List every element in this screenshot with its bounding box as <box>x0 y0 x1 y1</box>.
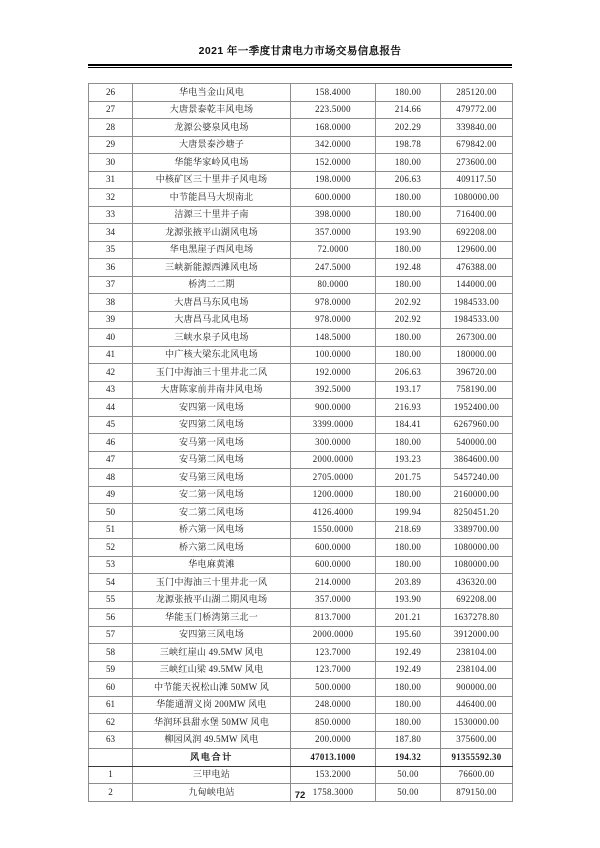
cell-price: 180.00 <box>376 329 441 347</box>
cell-price: 180.00 <box>376 154 441 172</box>
table-body <box>89 84 513 802</box>
page-number: 72 <box>294 790 306 801</box>
cell-name: 玉门中海油三十里井北二风 <box>133 364 291 382</box>
cell-price: 202.92 <box>376 294 441 312</box>
cell-amount: 144000.00 <box>441 276 513 294</box>
cell-index: 32 <box>89 189 133 207</box>
cell-quantity: 357.0000 <box>291 591 376 609</box>
running-header <box>88 44 512 58</box>
cell-quantity: 247.5000 <box>291 259 376 277</box>
cell-name: 华能玉门桥湾第三北一 <box>133 609 291 627</box>
table-row <box>89 154 513 172</box>
cell-amount: 540000.00 <box>441 434 513 452</box>
cell-name: 三峡红山梁 49.5MW 风电 <box>133 661 291 679</box>
table-row <box>89 661 513 679</box>
cell-index: 59 <box>89 661 133 679</box>
cell-name: 华能华家岭风电场 <box>133 154 291 172</box>
cell-name: 安四第三风电场 <box>133 626 291 644</box>
cell-price: 195.60 <box>376 626 441 644</box>
cell-price: 180.00 <box>376 346 441 364</box>
cell-amount: 436320.00 <box>441 574 513 592</box>
cell-price: 201.75 <box>376 469 441 487</box>
header-divider-rule <box>88 64 512 68</box>
cell-amount: 679842.00 <box>441 136 513 154</box>
cell-index: 38 <box>89 294 133 312</box>
cell-name: 中核矿区三十里井子风电场 <box>133 171 291 189</box>
table-row <box>89 714 513 732</box>
cell-quantity: 200.0000 <box>291 731 376 749</box>
cell-quantity: 357.0000 <box>291 224 376 242</box>
cell-index: 55 <box>89 591 133 609</box>
cell-index: 58 <box>89 644 133 662</box>
cell-price: 187.80 <box>376 731 441 749</box>
cell-index: 56 <box>89 609 133 627</box>
cell-index: 39 <box>89 311 133 329</box>
cell-name: 三峡新能源西滩风电场 <box>133 259 291 277</box>
cell-name: 柳园风润 49.5MW 风电 <box>133 731 291 749</box>
cell-price: 180.00 <box>376 241 441 259</box>
table-row <box>89 346 513 364</box>
cell-name: 中节能昌马大坝南北 <box>133 189 291 207</box>
cell-index: 47 <box>89 451 133 469</box>
cell-price: 50.00 <box>376 784 441 802</box>
cell-quantity: 198.0000 <box>291 171 376 189</box>
cell-amount: 1530000.00 <box>441 714 513 732</box>
cell-quantity: 2705.0000 <box>291 469 376 487</box>
cell-name: 中节能天祝松山滩 50MW 风 <box>133 679 291 697</box>
cell-amount: 5457240.00 <box>441 469 513 487</box>
cell-index: 37 <box>89 276 133 294</box>
cell-index: 52 <box>89 539 133 557</box>
table-row <box>89 696 513 714</box>
cell-amount: 3864600.00 <box>441 451 513 469</box>
table-row <box>89 136 513 154</box>
cell-amount: 758190.00 <box>441 381 513 399</box>
cell-quantity: 978.0000 <box>291 294 376 312</box>
cell-index: 36 <box>89 259 133 277</box>
cell-index: 46 <box>89 434 133 452</box>
table-row <box>89 364 513 382</box>
cell-quantity: 2000.0000 <box>291 451 376 469</box>
cell-price: 201.21 <box>376 609 441 627</box>
cell-index: 30 <box>89 154 133 172</box>
table-container <box>88 83 512 802</box>
table-row <box>89 224 513 242</box>
cell-amount: 238104.00 <box>441 644 513 662</box>
cell-index: 45 <box>89 416 133 434</box>
cell-name: 大唐景泰乾丰风电场 <box>133 101 291 119</box>
table-row <box>89 329 513 347</box>
table-row <box>89 241 513 259</box>
cell-quantity: 123.7000 <box>291 644 376 662</box>
cell-index: 51 <box>89 521 133 539</box>
cell-amount: 446400.00 <box>441 696 513 714</box>
table-row <box>89 189 513 207</box>
cell-price: 180.00 <box>376 696 441 714</box>
table-row <box>89 381 513 399</box>
cell-quantity: 4126.4000 <box>291 504 376 522</box>
cell-price: 198.78 <box>376 136 441 154</box>
cell-quantity: 168.0000 <box>291 119 376 137</box>
cell-name: 华电当金山风电 <box>133 84 291 102</box>
cell-name: 安马第一风电场 <box>133 434 291 452</box>
cell-index: 50 <box>89 504 133 522</box>
cell-amount: 1080000.00 <box>441 556 513 574</box>
cell-name: 安马第三风电场 <box>133 469 291 487</box>
cell-price: 216.93 <box>376 399 441 417</box>
cell-index: 31 <box>89 171 133 189</box>
cell-name: 玉门中海油三十里井北一风 <box>133 574 291 592</box>
cell-name: 风电合计 <box>133 749 291 767</box>
cell-name: 桥六第二风电场 <box>133 539 291 557</box>
cell-price: 218.69 <box>376 521 441 539</box>
table-row <box>89 574 513 592</box>
cell-price: 180.00 <box>376 189 441 207</box>
cell-name: 大唐昌马东风电场 <box>133 294 291 312</box>
cell-price: 192.49 <box>376 644 441 662</box>
cell-price: 193.23 <box>376 451 441 469</box>
header-title: 2021 年一季度甘肃电力市场交易信息报告 <box>198 45 402 57</box>
cell-amount: 129600.00 <box>441 241 513 259</box>
cell-price: 180.00 <box>376 434 441 452</box>
cell-amount: 267300.00 <box>441 329 513 347</box>
cell-name: 龙源张掖平山湖风电场 <box>133 224 291 242</box>
cell-quantity: 392.5000 <box>291 381 376 399</box>
cell-index <box>89 749 133 767</box>
cell-price: 50.00 <box>376 766 441 784</box>
cell-price: 203.89 <box>376 574 441 592</box>
cell-index: 35 <box>89 241 133 259</box>
table-row <box>89 539 513 557</box>
cell-index: 54 <box>89 574 133 592</box>
cell-name: 大唐昌马北风电场 <box>133 311 291 329</box>
cell-amount: 692208.00 <box>441 224 513 242</box>
table-row <box>89 644 513 662</box>
cell-quantity: 152.0000 <box>291 154 376 172</box>
cell-quantity: 1200.0000 <box>291 486 376 504</box>
table-row <box>89 416 513 434</box>
cell-quantity: 813.7000 <box>291 609 376 627</box>
cell-price: 193.90 <box>376 591 441 609</box>
cell-amount: 8250451.20 <box>441 504 513 522</box>
cell-price: 180.00 <box>376 714 441 732</box>
cell-price: 199.94 <box>376 504 441 522</box>
cell-name: 华电黑崖子西风电场 <box>133 241 291 259</box>
cell-amount: 180000.00 <box>441 346 513 364</box>
cell-index: 62 <box>89 714 133 732</box>
cell-amount: 900000.00 <box>441 679 513 697</box>
cell-price: 193.90 <box>376 224 441 242</box>
cell-index: 27 <box>89 101 133 119</box>
cell-amount: 1952400.00 <box>441 399 513 417</box>
cell-price: 194.32 <box>376 749 441 767</box>
table-row <box>89 451 513 469</box>
cell-amount: 3912000.00 <box>441 626 513 644</box>
cell-name: 三甲电站 <box>133 766 291 784</box>
cell-name: 华能通渭义岗 200MW 风电 <box>133 696 291 714</box>
cell-name: 安马第二风电场 <box>133 451 291 469</box>
cell-amount: 91355592.30 <box>441 749 513 767</box>
cell-amount: 476388.00 <box>441 259 513 277</box>
cell-amount: 238104.00 <box>441 661 513 679</box>
cell-index: 53 <box>89 556 133 574</box>
cell-price: 180.00 <box>376 679 441 697</box>
cell-quantity: 80.0000 <box>291 276 376 294</box>
cell-quantity: 2000.0000 <box>291 626 376 644</box>
transaction-table <box>88 83 513 802</box>
cell-quantity: 223.5000 <box>291 101 376 119</box>
cell-amount: 1080000.00 <box>441 189 513 207</box>
cell-quantity: 500.0000 <box>291 679 376 697</box>
cell-price: 202.92 <box>376 311 441 329</box>
cell-index: 42 <box>89 364 133 382</box>
cell-index: 57 <box>89 626 133 644</box>
cell-price: 192.48 <box>376 259 441 277</box>
cell-index: 41 <box>89 346 133 364</box>
cell-quantity: 123.7000 <box>291 661 376 679</box>
cell-amount: 1984533.00 <box>441 311 513 329</box>
cell-amount: 1080000.00 <box>441 539 513 557</box>
cell-quantity: 214.0000 <box>291 574 376 592</box>
cell-quantity: 148.5000 <box>291 329 376 347</box>
cell-name: 大唐景泰沙塘子 <box>133 136 291 154</box>
cell-index: 34 <box>89 224 133 242</box>
cell-amount: 716400.00 <box>441 206 513 224</box>
cell-index: 26 <box>89 84 133 102</box>
cell-index: 48 <box>89 469 133 487</box>
cell-index: 1 <box>89 766 133 784</box>
cell-name: 安二第一风电场 <box>133 486 291 504</box>
cell-index: 28 <box>89 119 133 137</box>
cell-name: 安二第二风电场 <box>133 504 291 522</box>
table-row <box>89 101 513 119</box>
cell-price: 206.63 <box>376 364 441 382</box>
cell-amount: 285120.00 <box>441 84 513 102</box>
cell-quantity: 153.2000 <box>291 766 376 784</box>
cell-index: 61 <box>89 696 133 714</box>
cell-index: 29 <box>89 136 133 154</box>
table-row <box>89 276 513 294</box>
cell-quantity: 100.0000 <box>291 346 376 364</box>
cell-price: 206.63 <box>376 171 441 189</box>
table-row <box>89 311 513 329</box>
cell-name: 三峡水泉子风电场 <box>133 329 291 347</box>
cell-price: 180.00 <box>376 556 441 574</box>
table-row <box>89 609 513 627</box>
cell-price: 180.00 <box>376 539 441 557</box>
table-row <box>89 119 513 137</box>
cell-index: 2 <box>89 784 133 802</box>
table-row <box>89 521 513 539</box>
cell-index: 43 <box>89 381 133 399</box>
cell-price: 193.17 <box>376 381 441 399</box>
cell-price: 184.41 <box>376 416 441 434</box>
cell-quantity: 158.4000 <box>291 84 376 102</box>
cell-amount: 273600.00 <box>441 154 513 172</box>
cell-name: 大唐陈家前井南井风电场 <box>133 381 291 399</box>
cell-name: 龙源张掖平山湖二期风电场 <box>133 591 291 609</box>
cell-amount: 6267960.00 <box>441 416 513 434</box>
cell-quantity: 1550.0000 <box>291 521 376 539</box>
cell-amount: 396720.00 <box>441 364 513 382</box>
cell-amount: 879150.00 <box>441 784 513 802</box>
cell-amount: 479772.00 <box>441 101 513 119</box>
cell-quantity: 600.0000 <box>291 189 376 207</box>
table-row <box>89 171 513 189</box>
cell-quantity: 300.0000 <box>291 434 376 452</box>
cell-quantity: 600.0000 <box>291 539 376 557</box>
cell-quantity: 47013.1000 <box>291 749 376 767</box>
cell-price: 180.00 <box>376 84 441 102</box>
cell-amount: 692208.00 <box>441 591 513 609</box>
cell-amount: 76600.00 <box>441 766 513 784</box>
cell-price: 214.66 <box>376 101 441 119</box>
cell-amount: 339840.00 <box>441 119 513 137</box>
table-row <box>89 504 513 522</box>
cell-index: 44 <box>89 399 133 417</box>
table-row <box>89 486 513 504</box>
cell-amount: 409117.50 <box>441 171 513 189</box>
cell-quantity: 978.0000 <box>291 311 376 329</box>
cell-name: 三峡红崖山 49.5MW 风电 <box>133 644 291 662</box>
cell-quantity: 1758.3000 <box>291 784 376 802</box>
cell-name: 桥湾二二期 <box>133 276 291 294</box>
cell-price: 180.00 <box>376 276 441 294</box>
table-row <box>89 399 513 417</box>
cell-quantity: 3399.0000 <box>291 416 376 434</box>
table-row <box>89 259 513 277</box>
cell-name: 华电麻黄滩 <box>133 556 291 574</box>
cell-name: 华润环县甜水堡 50MW 风电 <box>133 714 291 732</box>
cell-price: 180.00 <box>376 486 441 504</box>
cell-name: 中广核大梁东北风电场 <box>133 346 291 364</box>
cell-amount: 1984533.00 <box>441 294 513 312</box>
table-row-total <box>89 749 513 767</box>
table-row <box>89 626 513 644</box>
table-row <box>89 294 513 312</box>
table-row <box>89 679 513 697</box>
cell-name: 桥六第一风电场 <box>133 521 291 539</box>
cell-quantity: 850.0000 <box>291 714 376 732</box>
table-row <box>89 591 513 609</box>
cell-name: 九甸峡电站 <box>133 784 291 802</box>
cell-quantity: 192.0000 <box>291 364 376 382</box>
cell-quantity: 900.0000 <box>291 399 376 417</box>
cell-name: 洁源三十里井子南 <box>133 206 291 224</box>
cell-index: 63 <box>89 731 133 749</box>
cell-quantity: 248.0000 <box>291 696 376 714</box>
cell-index: 60 <box>89 679 133 697</box>
cell-quantity: 600.0000 <box>291 556 376 574</box>
cell-amount: 1637278.80 <box>441 609 513 627</box>
cell-price: 192.49 <box>376 661 441 679</box>
cell-name: 安四第二风电场 <box>133 416 291 434</box>
table-row <box>89 206 513 224</box>
cell-name: 安四第一风电场 <box>133 399 291 417</box>
cell-amount: 375600.00 <box>441 731 513 749</box>
cell-quantity: 398.0000 <box>291 206 376 224</box>
cell-amount: 3389700.00 <box>441 521 513 539</box>
table-row <box>89 469 513 487</box>
cell-index: 33 <box>89 206 133 224</box>
cell-price: 202.29 <box>376 119 441 137</box>
table-row <box>89 731 513 749</box>
cell-quantity: 342.0000 <box>291 136 376 154</box>
cell-index: 49 <box>89 486 133 504</box>
cell-name: 龙源公婆泉风电场 <box>133 119 291 137</box>
table-row <box>89 556 513 574</box>
cell-index: 40 <box>89 329 133 347</box>
table-row <box>89 434 513 452</box>
cell-price: 180.00 <box>376 206 441 224</box>
cell-quantity: 72.0000 <box>291 241 376 259</box>
table-row <box>89 84 513 102</box>
cell-amount: 2160000.00 <box>441 486 513 504</box>
table-row <box>89 766 513 784</box>
